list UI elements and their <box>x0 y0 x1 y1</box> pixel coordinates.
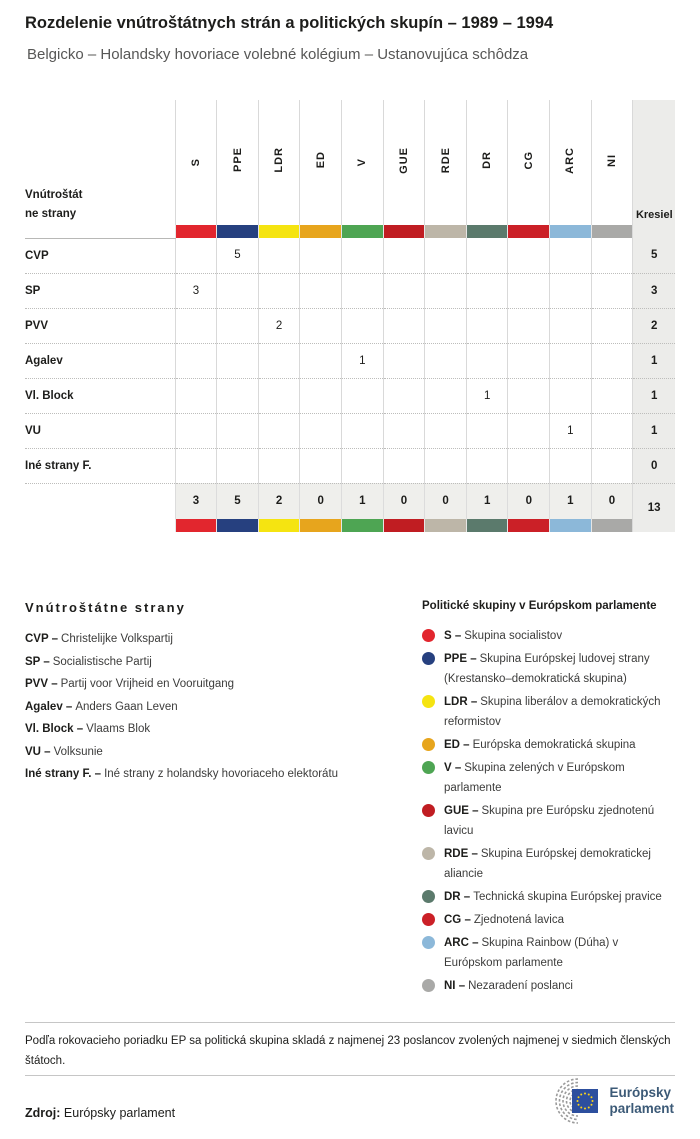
legend-item: S – Skupina socialistov <box>422 626 685 646</box>
table-row: Vl. Block 1 1 <box>25 378 675 413</box>
party-legend-heading: Vnútroštátne strany <box>25 600 186 615</box>
group-legend <box>422 600 685 999</box>
total-cell: 0 <box>383 483 425 519</box>
legend-item: GUE – Skupina pre Európsku zjednotenú lavicu <box>422 801 685 841</box>
total-cell: 0 <box>591 483 633 519</box>
total-cell: 0 <box>508 483 550 519</box>
source-label: Zdroj: <box>25 1106 61 1120</box>
column-header-v: V <box>342 100 384 225</box>
legend-item: CVP – Christelijke Volkspartij <box>25 633 173 645</box>
table-row <box>25 448 675 483</box>
legend-color-dot <box>422 652 435 665</box>
legend-color-dot <box>422 695 435 708</box>
total-cell: 0 <box>300 483 342 519</box>
total-cell: 1 <box>550 483 592 519</box>
legend-item: NI – Nezaradení poslanci <box>422 976 685 996</box>
column-header-dr: DR <box>466 100 508 225</box>
color-swatch-arc <box>550 225 592 238</box>
seats-cell: 1 <box>633 378 675 413</box>
color-swatch-gue <box>383 225 425 238</box>
legend-item: RDE – Skupina Európskej demokratickej aliancie <box>422 844 685 884</box>
legend-item: SP – Socialistische Partij <box>25 655 152 668</box>
party-label: Vl. Block <box>25 378 175 413</box>
source-value: Európsky parlament <box>63 1106 176 1120</box>
total-cell: 5 <box>217 483 259 519</box>
legend-item: VU – Volksunie <box>25 745 103 758</box>
row-axis-header <box>25 100 175 238</box>
legend-item: Agalev – Anders Gaan Leven <box>25 700 178 713</box>
legend-color-dot <box>422 761 435 774</box>
source-line <box>25 1106 175 1120</box>
seats-cell: 0 <box>633 448 675 483</box>
party-legend <box>25 600 422 999</box>
total-cell: 0 <box>425 483 467 519</box>
party-label: PVV <box>25 308 175 343</box>
legend-color-dot <box>422 847 435 860</box>
group-legend-heading: Politické skupiny v Európskom parlamente <box>422 600 657 612</box>
legend-color-dot <box>422 979 435 992</box>
column-header-cg: CG <box>508 100 550 225</box>
seats-cell: 1 <box>633 343 675 378</box>
party-label: VU <box>25 413 175 448</box>
table-header-row <box>25 100 675 225</box>
column-header-arc: ARC <box>550 100 592 225</box>
color-swatch-ppe <box>217 225 259 238</box>
column-header-ed: ED <box>300 100 342 225</box>
color-swatch-dr <box>466 225 508 238</box>
color-swatch-cg <box>508 225 550 238</box>
column-header-ni: NI <box>591 100 633 225</box>
divider <box>25 1022 675 1023</box>
legend-item: DR – Technická skupina Európskej pravice <box>422 887 685 907</box>
footnote: Podľa rokovacieho poriadku EP sa politická skupina skladá z najmenej 23 poslancov zvolených najmenej v siedmich členských štátoch. <box>25 1035 671 1068</box>
legend-item: Iné strany F. – Iné strany z holandsky hovoriaceho elektorátu <box>25 768 339 780</box>
total-cell: 2 <box>258 483 300 519</box>
column-header-rde: RDE <box>425 100 467 225</box>
column-header-ldr: LDR <box>258 100 300 225</box>
column-header-ppe: PPE <box>217 100 259 225</box>
party-label: CVP <box>25 238 175 273</box>
total-cell: 1 <box>342 483 384 519</box>
totals-row <box>25 483 675 519</box>
page-title: Rozdelenie vnútroštátnych strán a politických skupín – 1989 – 1994 <box>25 14 554 32</box>
color-swatch-s <box>175 225 217 238</box>
legend-item: PPE – Skupina Európskej ludovej strany (Krestansko–demokratická skupina) <box>422 649 685 689</box>
party-label: Iné strany F. <box>25 448 175 483</box>
party-label: Agalev <box>25 343 175 378</box>
seats-cell: 1 <box>633 413 675 448</box>
legend-item: PVV – Partij voor Vrijheid en Vooruitgang <box>25 678 235 690</box>
seats-cell: 5 <box>633 238 675 273</box>
table-row: CVP 5 5 <box>25 238 675 273</box>
legend-color-dot <box>422 629 435 642</box>
color-swatch-ldr <box>258 225 300 238</box>
legend-section <box>25 600 685 999</box>
legend-color-dot <box>422 890 435 903</box>
legend-item: CG – Zjednotená lavica <box>422 910 685 930</box>
color-swatch-ed <box>300 225 342 238</box>
row-axis-label: Vnútroštátne strany <box>25 188 83 220</box>
table-row: VU 1 1 <box>25 413 675 448</box>
hemicycle-icon <box>541 1077 601 1125</box>
seats-cell: 2 <box>633 308 675 343</box>
logo-wordmark: Európsky parlament <box>609 1084 674 1116</box>
color-swatch-v <box>342 225 384 238</box>
seats-column-header: Kresiel <box>633 100 675 238</box>
legend-color-dot <box>422 936 435 949</box>
party-label: SP <box>25 273 175 308</box>
footer-color-bar <box>25 519 675 532</box>
total-seats-cell: 13 <box>633 483 675 532</box>
table-row: SP 3 3 <box>25 273 675 308</box>
legend-color-dot <box>422 804 435 817</box>
seats-cell: 3 <box>633 273 675 308</box>
column-header-gue: GUE <box>383 100 425 225</box>
legend-item: ARC – Skupina Rainbow (Dúha) v Európskom parlamente <box>422 933 685 973</box>
legend-item: ED – Európska demokratická skupina <box>422 735 685 755</box>
legend-item: LDR – Skupina liberálov a demokratických reformistov <box>422 692 685 732</box>
table-row: Agalev 1 1 <box>25 343 675 378</box>
color-swatch-rde <box>425 225 467 238</box>
european-parliament-logo <box>541 1077 674 1125</box>
divider <box>25 1075 675 1076</box>
legend-color-dot <box>422 738 435 751</box>
seats-table <box>25 100 675 532</box>
color-swatch-ni <box>591 225 633 238</box>
table-row: PVV 2 2 <box>25 308 675 343</box>
column-header-s: S <box>175 100 217 225</box>
legend-item: Vl. Block – Vlaams Blok <box>25 723 151 735</box>
legend-color-dot <box>422 913 435 926</box>
total-cell: 3 <box>175 483 217 519</box>
page-subtitle: Belgicko – Holandsky hovoriace volebné kolégium – Ustanovujúca schôdza <box>27 46 529 63</box>
total-cell: 1 <box>466 483 508 519</box>
legend-item: V – Skupina zelených v Európskom parlamente <box>422 758 685 798</box>
